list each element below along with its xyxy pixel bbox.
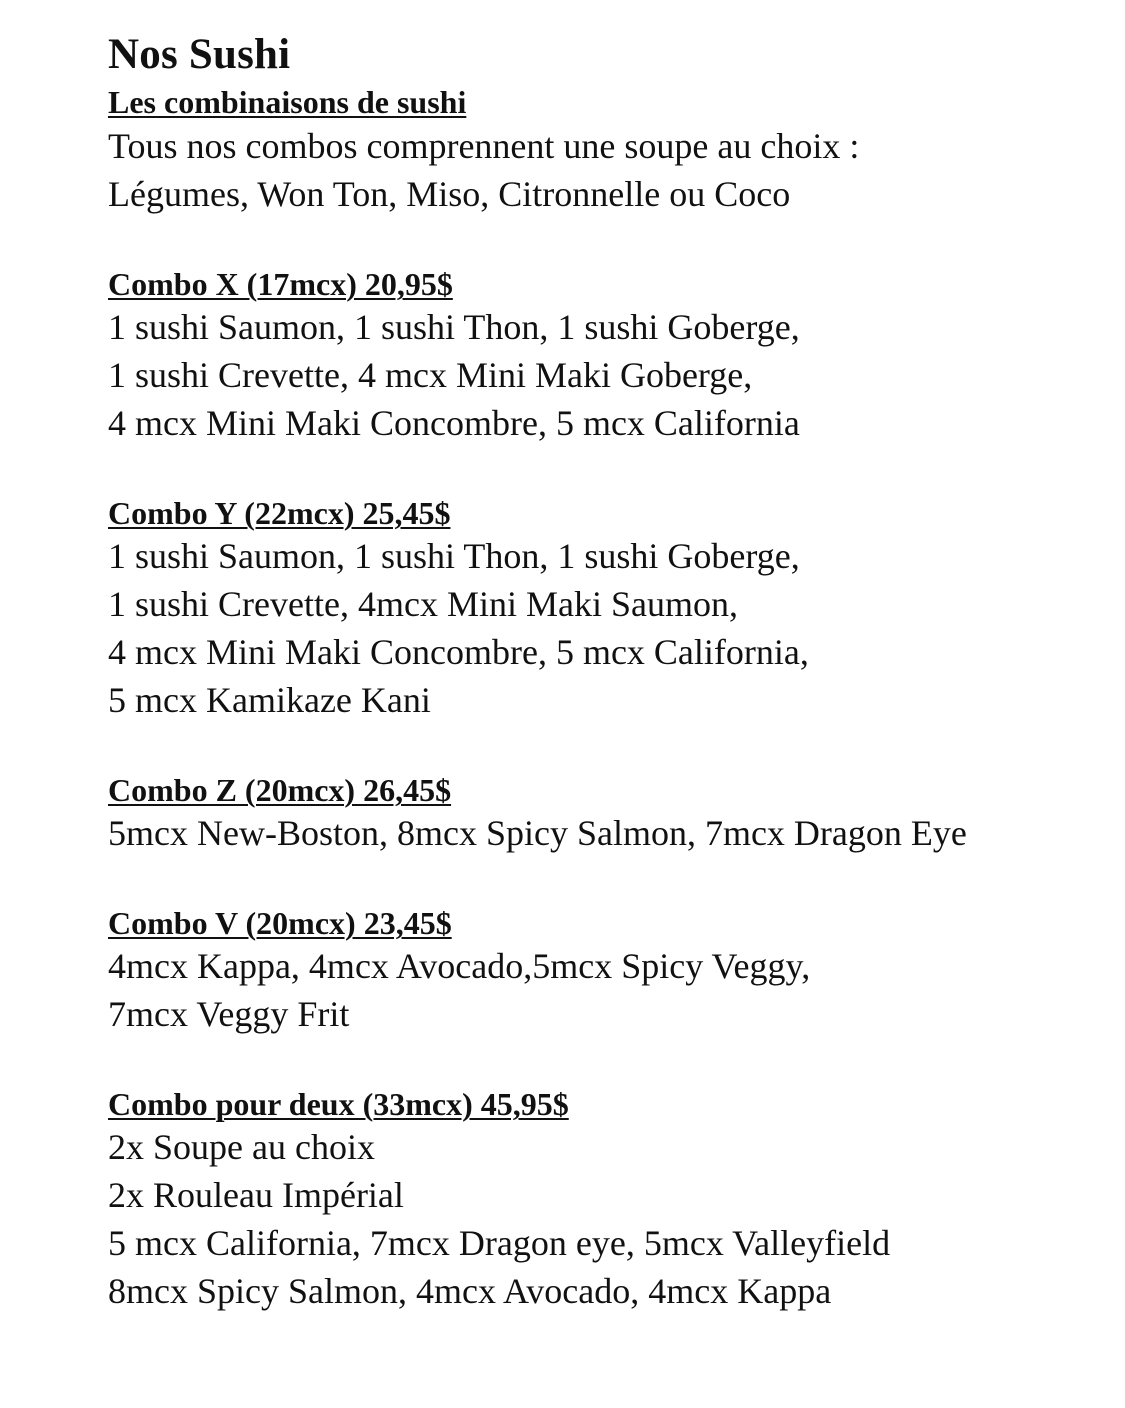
combo-z — [108, 771, 1108, 857]
combo-heading: Combo Z (20mcx) 26,45$ — [108, 772, 452, 808]
combo-items — [108, 303, 1108, 447]
combo-item-line: 1 sushi Crevette, 4mcx Mini Maki Saumon, — [108, 584, 738, 624]
combo-item-line: 5mcx New-Boston, 8mcx Spicy Salmon, 7mcx Dragon Eye — [108, 813, 967, 853]
combo-x — [108, 265, 1108, 447]
combo-item-line: 5 mcx California, 7mcx Dragon eye, 5mcx Valleyfield — [108, 1223, 891, 1263]
combo-item-line: 4 mcx Mini Maki Concombre, 5 mcx California — [108, 403, 800, 443]
section-title: Les combinaisons de sushi — [108, 84, 467, 120]
intro-text — [108, 122, 1108, 218]
intro-line: Légumes, Won Ton, Miso, Citronnelle ou Coco — [108, 174, 791, 214]
combo-heading: Combo pour deux (33mcx) 45,95$ — [108, 1086, 569, 1122]
combo-y — [108, 494, 1108, 724]
combo-heading: Combo Y (22mcx) 25,45$ — [108, 495, 451, 531]
menu-page — [108, 30, 1108, 1315]
combo-items — [108, 1123, 1108, 1315]
combo-items — [108, 942, 1108, 1038]
combo-item-line: 4mcx Kappa, 4mcx Avocado,5mcx Spicy Veggy, — [108, 946, 811, 986]
combo-heading: Combo X (17mcx) 20,95$ — [108, 266, 453, 302]
combo-item-line: 4 mcx Mini Maki Concombre, 5 mcx California, — [108, 632, 809, 672]
combo-item-line: 1 sushi Saumon, 1 sushi Thon, 1 sushi Goberge, — [108, 307, 800, 347]
combo-item-line: 7mcx Veggy Frit — [108, 994, 350, 1034]
page-title: Nos Sushi — [108, 31, 291, 78]
combo-item-line: 8mcx Spicy Salmon, 4mcx Avocado, 4mcx Kappa — [108, 1271, 832, 1311]
combo-item-line: 1 sushi Saumon, 1 sushi Thon, 1 sushi Goberge, — [108, 536, 800, 576]
combo-heading: Combo V (20mcx) 23,45$ — [108, 905, 452, 941]
combo-item-line: 1 sushi Crevette, 4 mcx Mini Maki Goberge, — [108, 355, 753, 395]
combo-item-line: 2x Rouleau Impérial — [108, 1175, 404, 1215]
combo-pour-deux — [108, 1085, 1108, 1315]
combo-items — [108, 532, 1108, 724]
combo-v — [108, 904, 1108, 1038]
combo-items — [108, 809, 1108, 857]
combo-item-line: 2x Soupe au choix — [108, 1127, 375, 1167]
intro-line: Tous nos combos comprennent une soupe au choix : — [108, 126, 860, 166]
combo-item-line: 5 mcx Kamikaze Kani — [108, 680, 431, 720]
